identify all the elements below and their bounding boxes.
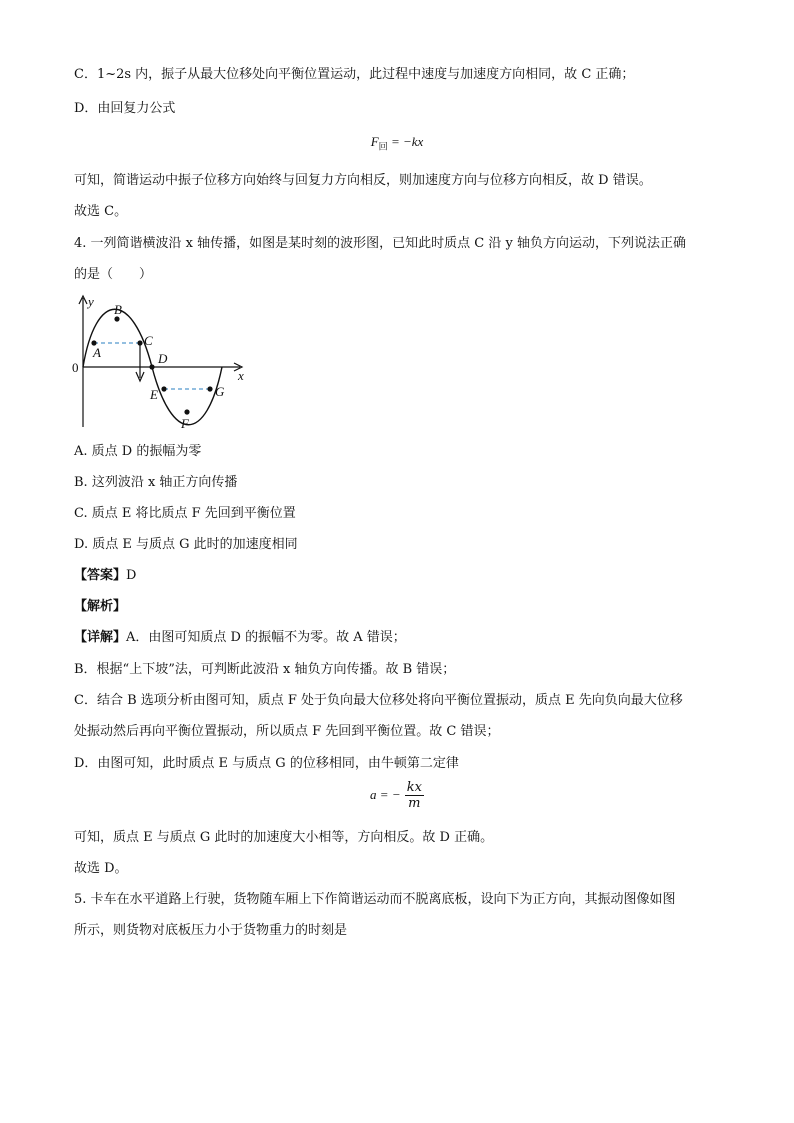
option-d: D. 质点 E 与质点 G 此时的加速度相同 [74,537,298,552]
detail-d: D．由图可知，此时质点 E 与质点 G 的位移相同，由牛顿第二定律 [74,756,459,771]
line-restoring-force-intro: D．由回复力公式 [74,101,176,116]
formula-f-subscript: 回 [378,142,388,153]
detail-c-line1: C．结合 B 选项分析由图可知，质点 F 处于负向最大位移处将向平衡位置振动，质点 E 先向负向最大位移 [74,693,683,708]
option-b: B. 这列波沿 x 轴正方向传播 [74,475,238,490]
answer-value: D [126,568,137,583]
point-f [184,409,189,414]
question-5-stem-line2: 所示，则货物对底板压力小于货物重力的时刻是 [74,923,348,938]
analysis-tag: 【解析】 [74,599,127,614]
formula-newton [0,780,794,811]
detail-tag: 【详解】 [74,630,127,645]
label-a: A [93,345,101,360]
line-select-d: 故选 D。 [74,861,128,876]
line-option-c-analysis: C．1~2s 内，振子从最大位移处向平衡位置运动，此过程中速度与加速度方向相同，故 C 正确； [74,67,635,82]
label-b: B [114,302,122,317]
y-axis-label: y [88,294,94,309]
formula-f-symbol: F [370,134,379,149]
option-a: A. 质点 D 的振幅为零 [74,444,202,459]
formula-fraction [405,780,424,811]
line-conclusion-1: 可知，简谐运动中振子位移方向始终与回复力方向相反，则加速度方向与位移方向相反，故 D 错误。 [74,173,652,188]
line-conclusion-2: 可知，质点 E 与质点 G 此时的加速度大小相等，方向相反。故 D 正确。 [74,830,494,845]
answer-tag: 【答案】 [74,568,127,583]
question-4-stem-line2: 的是（ ） [74,267,153,282]
question-4-stem-line1: 4. 一列简谐横波沿 x 轴传播，如图是某时刻的波形图，已知此时质点 C 沿 y 轴负方向运动，下列说法正确 [74,236,686,251]
formula-a-lhs: a = − [370,787,401,802]
point-e [161,386,166,391]
label-f: F [181,416,189,431]
wave-figure [64,292,254,432]
point-g [207,386,212,391]
point-c [137,340,142,345]
origin-label: 0 [72,360,79,375]
option-c: C. 质点 E 将比质点 F 先回到平衡位置 [74,506,296,521]
answer-line [74,567,136,585]
x-axis-label: x [238,368,244,383]
fraction-denominator: m [408,796,421,811]
fraction-numerator: kx [406,780,422,795]
detail-a-text: A．由图可知质点 D 的振幅不为零。故 A 错误； [126,630,406,645]
label-d: D [158,351,168,366]
label-c: C [144,333,153,348]
detail-c-line2: 处振动然后再向平衡位置振动，所以质点 F 先回到平衡位置。故 C 错误； [74,724,500,739]
label-g: G [215,384,225,399]
label-e: E [150,387,158,402]
formula-restoring-force [0,134,794,153]
detail-b: B．根据“上下坡”法，可判断此波沿 x 轴负方向传播。故 B 错误； [74,662,456,677]
line-select-c: 故选 C。 [74,204,128,219]
question-5-stem-line1: 5. 卡车在水平道路上行驶，货物随车厢上下作简谐运动而不脱离底板，设向下为正方向，其振动图像如图 [74,892,676,907]
formula-f-rhs: = −kx [387,134,424,149]
point-b [114,316,119,321]
detail-a-line [74,629,406,647]
point-d [149,364,154,369]
